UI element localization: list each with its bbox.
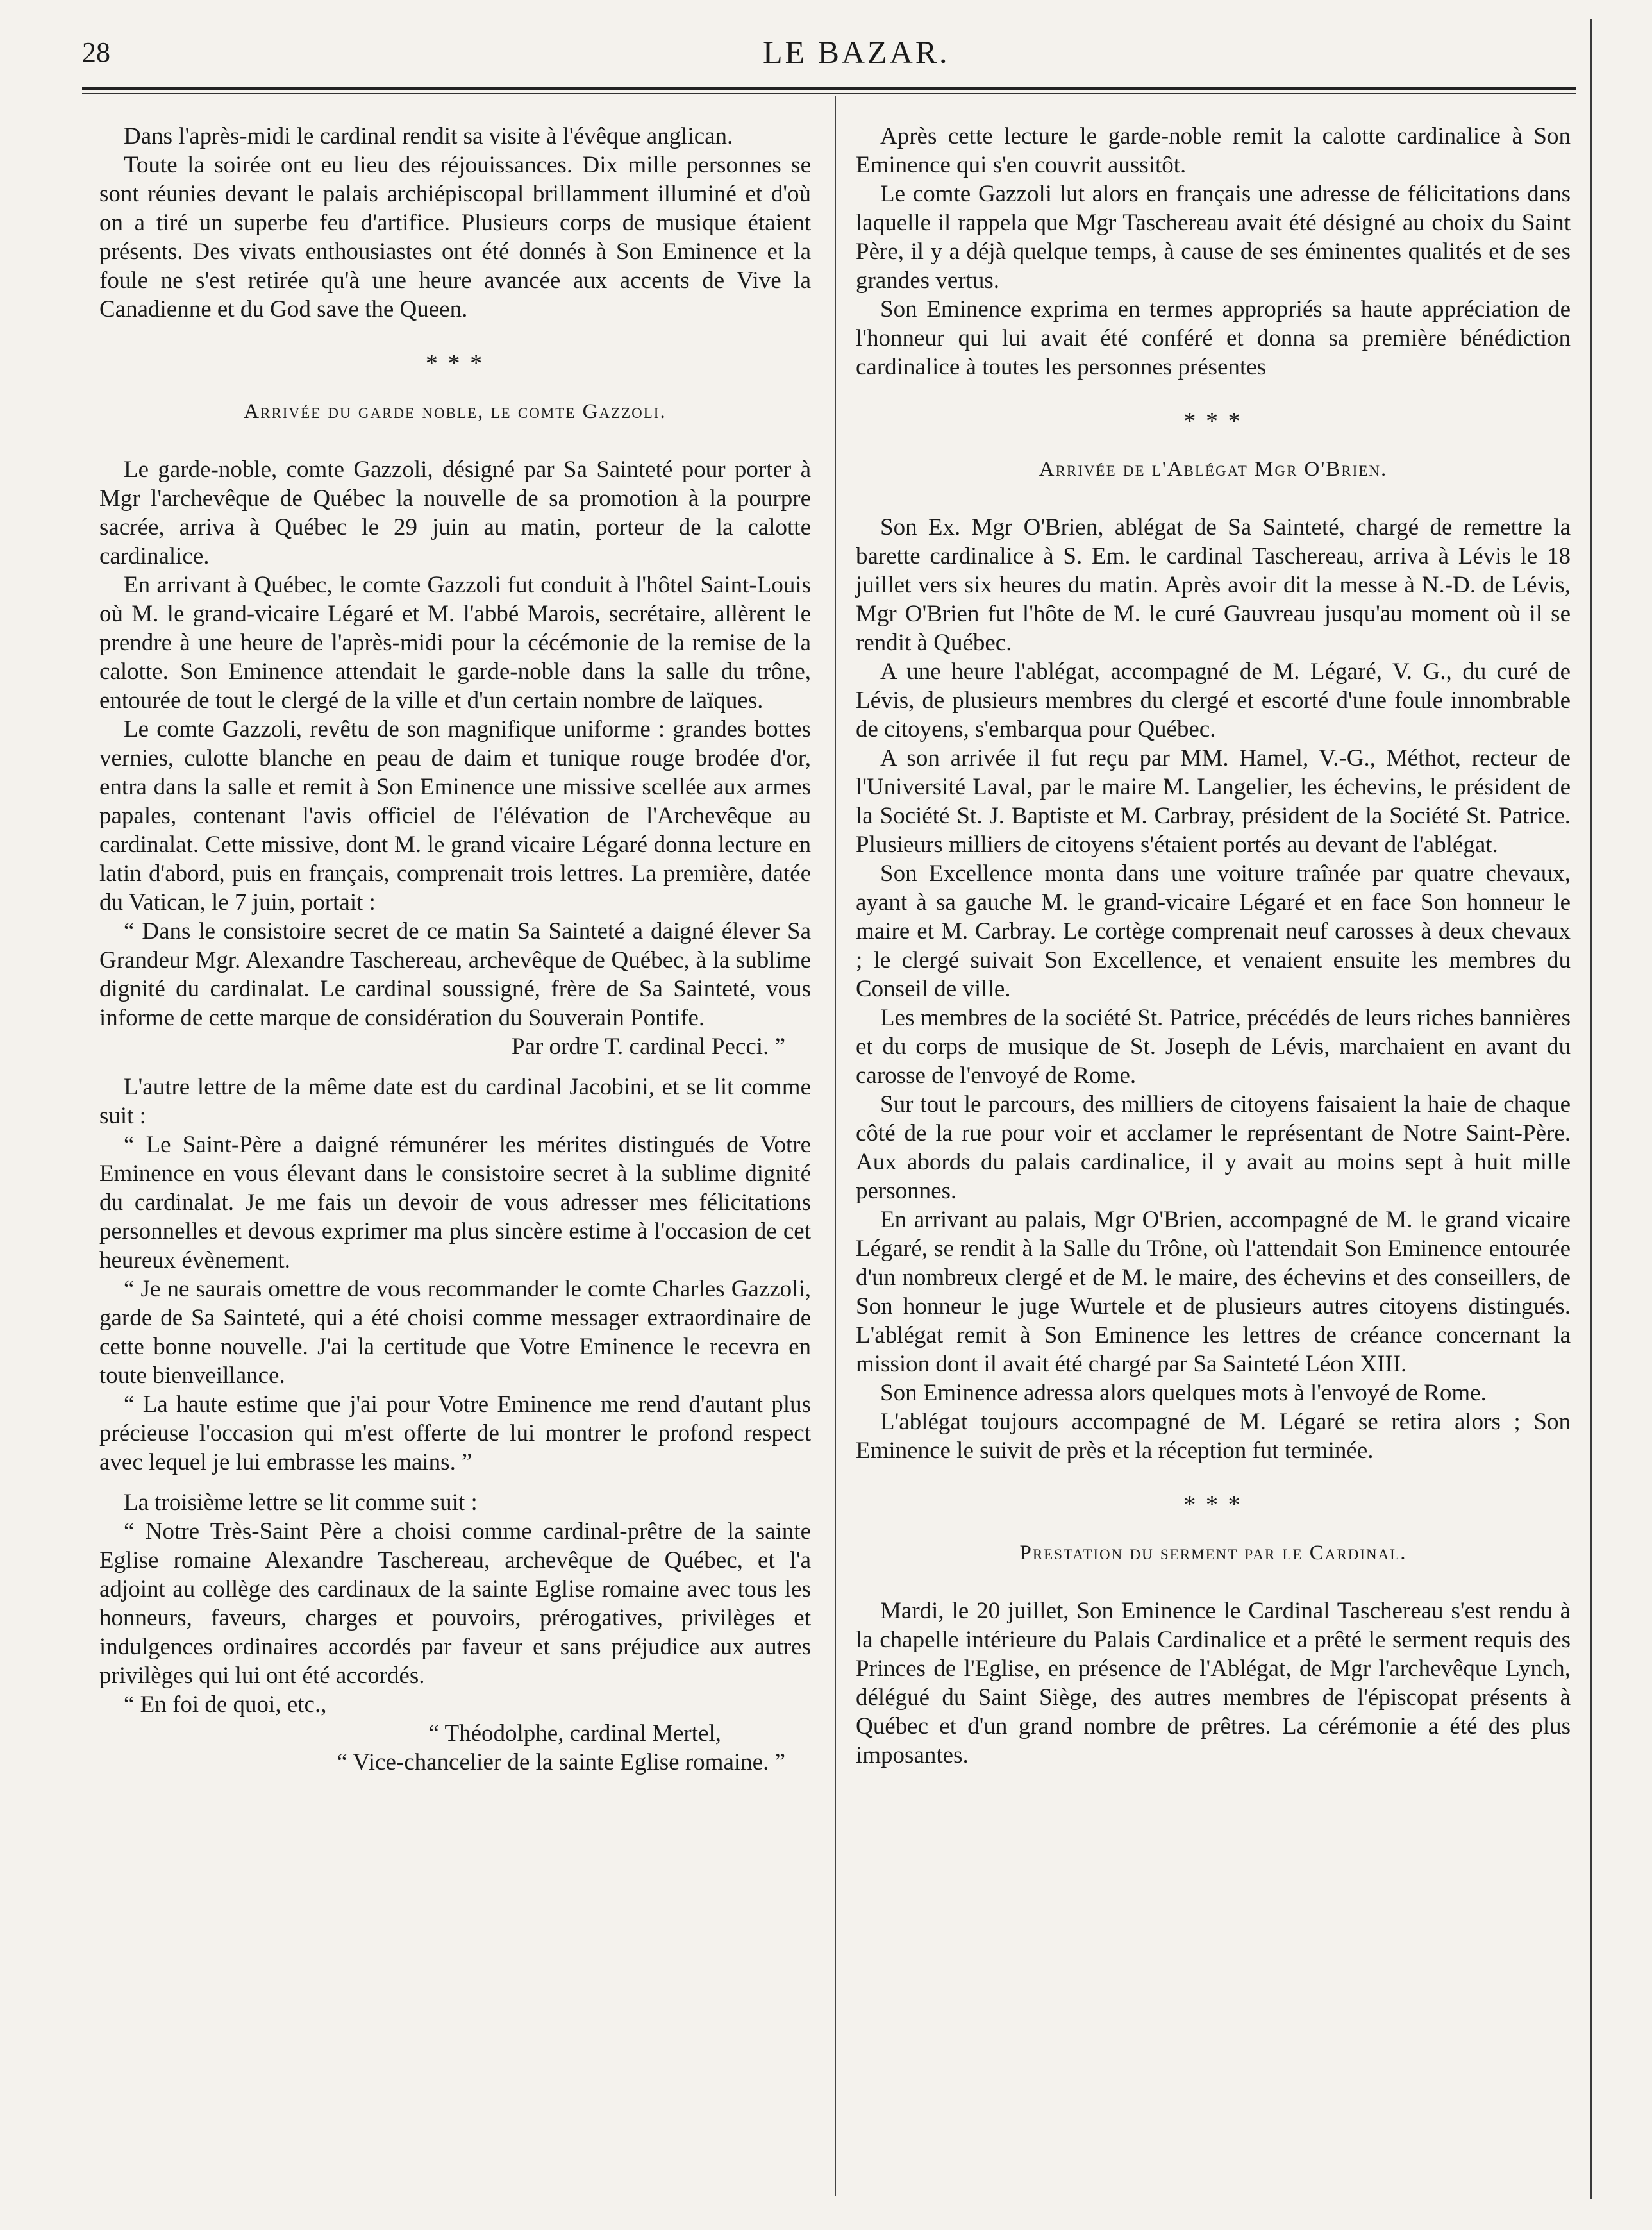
paragraph: Après cette lecture le garde-noble remit la calotte cardinalice à Son Eminence qui s'en couvrit aussitôt.	[856, 123, 1571, 178]
quote-paragraph: “ Je ne saurais omettre de vous recommander le comte Charles Gazzoli, garde de Sa Sainteté, qui a été choisi comme messager extraordinaire de cette bonne nouvelle. J'ai la certitude que Votre Eminence le recevra en toute bienveillance.	[99, 1276, 811, 1389]
quote-paragraph: “ La haute estime que j'ai pour Votre Eminence me rend d'autant plus précieuse l'occasion qui m'est offerte de lui montrer le profond respect avec lequel je lui embrasse les mains. ”	[99, 1391, 811, 1475]
section-heading: Arrivée de l'Ablégat Mgr O'Brien.	[1039, 458, 1388, 481]
signature: Par ordre T. cardinal Pecci. ”	[511, 1034, 785, 1060]
paragraph: Le garde-noble, comte Gazzoli, désigné par Sa Sainteté pour porter à Mgr l'archevêque de Québec la nouvelle de sa promotion à la pourpre sacrée, arriva à Québec le 29 juin au matin, porteur de la calotte cardinalice.	[99, 457, 811, 569]
paragraph: Son Excellence monta dans une voiture traînée par quatre chevaux, ayant à sa gauche M. le grand-vicaire Légaré et en face Son honneur le maire et M. Carbray. Le cortège comprenait neuf carosses à deux chevaux ; le clergé suivait Son Excellence, et venaient ensuite les membres du Conseil de ville.	[856, 860, 1571, 1002]
quote-paragraph: “ Notre Très-Saint Père a choisi comme cardinal-prêtre de la sainte Eglise romaine Alexandre Taschereau, archevêque de Québec, et l'a adjoint au collège des cardinaux de la sainte Eglise romaine avec tous les honneurs, faveurs, charges et pouvoirs, prérogatives, privilèges et indulgences ordinaires accordés par faveur et sans préjudice aux autres privilèges qui lui ont été accordés.	[99, 1518, 811, 1689]
paragraph: Mardi, le 20 juillet, Son Eminence le Cardinal Taschereau s'est rendu à la chapelle intérieure du Palais Cardinalice et a prêté le serment requis des Princes de l'Eglise, en présence de l'Ablégat, de Mgr l'archevêque Lynch, délégué du Saint Siège, des autres membres de l'épiscopat présents à Québec et d'un grand nombre de prêtres. La cérémonie a été des plus imposantes.	[856, 1598, 1571, 1768]
paragraph: Dans l'après-midi le cardinal rendit sa visite à l'évêque anglican.	[124, 123, 733, 149]
page-number: 28	[82, 37, 110, 68]
paragraph: Son Eminence adressa alors quelques mots à l'envoyé de Rome.	[880, 1380, 1487, 1406]
paragraph: Sur tout le parcours, des milliers de citoyens faisaient la haie de chaque côté de la rue pour voir et acclamer le représentant de Notre Saint-Père. Aux abords du palais cardinalice, il y avait au moins sept à huit mille personnes.	[856, 1091, 1571, 1204]
paragraph: Son Ex. Mgr O'Brien, ablégat de Sa Sainteté, chargé de remettre la barette cardinalice à S. Em. le cardinal Taschereau, arriva à Lévis le 18 juillet vers six heures du matin. Après avoir dit la messe à N.-D. de Lévis, Mgr O'Brien fut l'hôte de M. le curé Gauvreau jusqu'au moment où il se rendit à Québec.	[856, 514, 1571, 656]
paragraph: L'autre lettre de la même date est du cardinal Jacobini, et se lit comme suit :	[99, 1074, 811, 1129]
paragraph: Son Eminence exprima en termes appropriés sa haute appréciation de l'honneur qui lui avait été conféré et donna sa première bénédiction cardinalice à toutes les personnes présentes	[856, 296, 1571, 380]
paragraph: A une heure l'ablégat, accompagné de M. Légaré, V. G., du curé de Lévis, de plusieurs membres du clergé et escorté d'une foule innombrable de citoyens, s'embarqua pour Québec.	[856, 658, 1571, 742]
left-column	[99, 122, 811, 1777]
paragraph: Le comte Gazzoli, revêtu de son magnifique uniforme : grandes bottes vernies, culotte blanche en peau de daim et tunique rouge brodée d'or, entra dans la salle et remit à Son Eminence une missive scellée aux armes papales, contenant l'avis officiel de l'élévation de l'Archevêque au cardinalat. Cette missive, dont M. le grand vicaire Légaré donna lecture en latin d'abord, puis en français, comprenait trois lettres. La première, datée du Vatican, le 7 juin, portait :	[99, 716, 811, 916]
spacer	[99, 1061, 811, 1073]
quote-paragraph: “ Dans le consistoire secret de ce matin Sa Sainteté a daigné élever Sa Grandeur Mgr. Alexandre Taschereau, archevêque de Québec, à la sublime dignité du cardinalat. Le cardinal soussigné, frère de Sa Sainteté, vous informe de cette marque de considération du Souverain Pontife.	[99, 918, 811, 1031]
header-rule-thin	[82, 93, 1576, 94]
paragraph: Le comte Gazzoli lut alors en français une adresse de félicitations dans laquelle il rappela que Mgr Taschereau avait été désigné au choix du Saint Père, il y a déjà quelque temps, à cause de ses éminentes qualités et de ses grandes vertus.	[856, 181, 1571, 294]
right-column	[856, 122, 1571, 1770]
signature: “ Théodolphe, cardinal Mertel,	[428, 1720, 721, 1747]
signature: “ Vice-chancelier de la sainte Eglise romaine. ”	[337, 1749, 785, 1775]
paragraph: En arrivant à Québec, le comte Gazzoli fut conduit à l'hôtel Saint-Louis où M. le grand-vicaire Légaré et M. l'abbé Marois, secrétaire, allèrent le prendre à une heure de l'après-midi pour la cécémonie de la remise de la calotte. Son Eminence attendait le garde-noble dans la salle du trône, entourée de tout le clergé de la ville et d'un certain nombre de laïques.	[99, 572, 811, 714]
paragraph: En arrivant au palais, Mgr O'Brien, accompagné de M. le grand vicaire Légaré, se rendit à la Salle du Trône, où l'attendait Son Eminence entourée d'un nombreux clergé et de M. le maire, des échevins et des conseillers, de Son honneur le juge Wurtele et de plusieurs autres citoyens distingués. L'ablégat remit à Son Eminence les lettres de créance concernant la mission dont il avait été chargé par Sa Sainteté Léon XIII.	[856, 1207, 1571, 1377]
paragraph: A son arrivée il fut reçu par MM. Hamel, V.-G., Méthot, recteur de l'Université Laval, par le maire M. Langelier, les échevins, le président de la Société St. J. Baptiste et M. Carbray, président de la Société St. Patrice. Plusieurs milliers de citoyens s'étaient portés au devant de l'ablégat.	[856, 745, 1571, 858]
masthead-title: LE BAZAR.	[763, 34, 950, 70]
section-stars: * * *	[425, 350, 485, 377]
column-divider	[835, 96, 836, 2196]
section-heading: Arrivée du garde noble, le comte Gazzoli.	[244, 400, 667, 423]
paragraph: Les membres de la société St. Patrice, précédés de leurs riches bannières et du corps de musique de St. Joseph de Lévis, marchaient en avant du carosse de l'envoyé de Rome.	[856, 1005, 1571, 1089]
quote-paragraph: “ En foi de quoi, etc.,	[124, 1691, 327, 1718]
header-rule	[82, 87, 1576, 90]
section-stars: * * *	[1183, 408, 1243, 435]
quote-paragraph: “ Le Saint-Père a daigné rémunérer les mérites distingués de Votre Eminence en vous élevant dans le consistoire secret à la sublime dignité du cardinalat. Je me fais un devoir de vous adresser mes félicitations personnelles et devous exprimer ma plus sincère estime à l'occasion de cet heureux évènement.	[99, 1132, 811, 1273]
paragraph: La troisième lettre se lit comme suit :	[124, 1489, 478, 1516]
page-edge-line	[1590, 19, 1592, 2199]
paragraph: L'ablégat toujours accompagné de M. Légaré se retira alors ; Son Eminence le suivit de près et la réception fut terminée.	[856, 1409, 1571, 1464]
paragraph: Toute la soirée ont eu lieu des réjouissances. Dix mille personnes se sont réunies devant le palais archiépiscopal brillamment illuminé et d'où on a tiré un superbe feu d'artifice. Plusieurs corps de musique étaient présents. Des vivats enthousiastes ont été donnés à Son Eminence et la foule ne s'est retirée qu'à une heure avancée aux accents de Vive la Canadienne et du God save the Queen.	[99, 152, 811, 323]
spacer	[99, 1477, 811, 1488]
section-heading: Prestation du serment par le Cardinal.	[1019, 1541, 1407, 1564]
section-stars: * * *	[1183, 1491, 1243, 1518]
